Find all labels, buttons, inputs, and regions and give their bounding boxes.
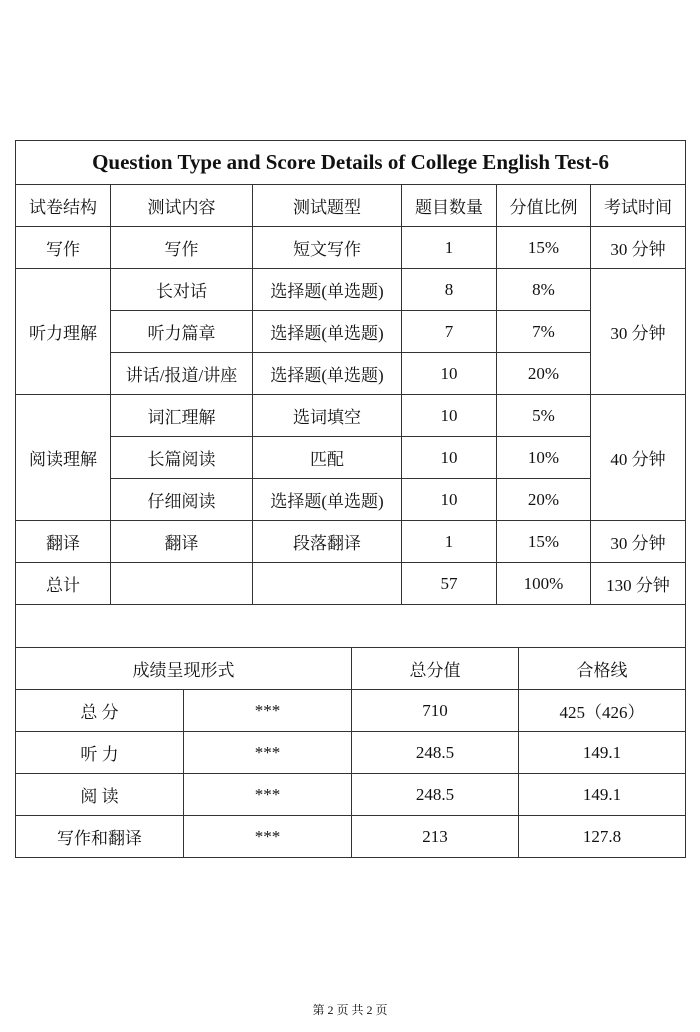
table-row xyxy=(16,395,686,437)
score-row xyxy=(16,774,686,816)
ratio-cell: 15% xyxy=(497,227,591,269)
score-label: 写作和翻译 xyxy=(16,816,184,858)
count-cell: 10 xyxy=(402,479,497,521)
score-label: 总 分 xyxy=(16,690,184,732)
ratio-cell: 7% xyxy=(497,311,591,353)
ratio-cell: 15% xyxy=(497,521,591,563)
count-cell: 1 xyxy=(402,227,497,269)
count-cell: 8 xyxy=(402,269,497,311)
table-row xyxy=(16,437,686,479)
content-cell: 写作 xyxy=(111,227,253,269)
score-mark: *** xyxy=(184,690,352,732)
score-row xyxy=(16,690,686,732)
table-row xyxy=(16,479,686,521)
page-number: 第 2 页 共 2 页 xyxy=(312,1003,388,1017)
ratio-cell: 20% xyxy=(497,479,591,521)
header-cell: 合格线 xyxy=(519,648,686,690)
content-cell: 听力篇章 xyxy=(111,311,253,353)
pass-line: 149.1 xyxy=(519,774,686,816)
content-cell: 仔细阅读 xyxy=(111,479,253,521)
time-cell: 30 分钟 xyxy=(591,269,686,395)
score-row xyxy=(16,732,686,774)
section-label: 听力理解 xyxy=(16,269,111,395)
header-cell: 试卷结构 xyxy=(16,185,111,227)
time-cell: 40 分钟 xyxy=(591,395,686,521)
type-cell xyxy=(253,563,402,605)
header-row xyxy=(16,185,686,227)
time-cell: 130 分钟 xyxy=(591,563,686,605)
table-row xyxy=(16,521,686,563)
ratio-cell: 5% xyxy=(497,395,591,437)
count-cell: 57 xyxy=(402,563,497,605)
score-total: 248.5 xyxy=(352,774,519,816)
total-row xyxy=(16,563,686,605)
content-cell: 长篇阅读 xyxy=(111,437,253,479)
ratio-cell: 10% xyxy=(497,437,591,479)
table-row xyxy=(16,353,686,395)
score-label: 听 力 xyxy=(16,732,184,774)
header-cell: 题目数量 xyxy=(402,185,497,227)
section-label: 翻译 xyxy=(16,521,111,563)
type-cell: 选择题(单选题) xyxy=(253,479,402,521)
count-cell: 7 xyxy=(402,311,497,353)
score-row xyxy=(16,816,686,858)
section-label: 写作 xyxy=(16,227,111,269)
ratio-cell: 100% xyxy=(497,563,591,605)
header-cell: 测试内容 xyxy=(111,185,253,227)
ratio-cell: 20% xyxy=(497,353,591,395)
score-label: 阅 读 xyxy=(16,774,184,816)
count-cell: 10 xyxy=(402,353,497,395)
header-cell: 总分值 xyxy=(352,648,519,690)
count-cell: 1 xyxy=(402,521,497,563)
score-sheet xyxy=(15,140,685,858)
spacer-row xyxy=(16,605,686,648)
score-mark: *** xyxy=(184,732,352,774)
content-cell: 词汇理解 xyxy=(111,395,253,437)
section-label: 总计 xyxy=(16,563,111,605)
score-mark: *** xyxy=(184,774,352,816)
score-total: 248.5 xyxy=(352,732,519,774)
type-cell: 选择题(单选题) xyxy=(253,353,402,395)
count-cell: 10 xyxy=(402,437,497,479)
score-table xyxy=(15,647,686,858)
content-cell: 长对话 xyxy=(111,269,253,311)
score-total: 710 xyxy=(352,690,519,732)
header-cell: 测试题型 xyxy=(253,185,402,227)
title-row xyxy=(16,141,686,185)
pass-line: 149.1 xyxy=(519,732,686,774)
empty-cell xyxy=(16,605,686,648)
header-cell: 考试时间 xyxy=(591,185,686,227)
content-cell: 讲话/报道/讲座 xyxy=(111,353,253,395)
content-cell: 翻译 xyxy=(111,521,253,563)
type-cell: 选择题(单选题) xyxy=(253,311,402,353)
type-cell: 短文写作 xyxy=(253,227,402,269)
score-mark: *** xyxy=(184,816,352,858)
question-type-table xyxy=(15,140,686,648)
header-cell: 分值比例 xyxy=(497,185,591,227)
pass-line: 425（426） xyxy=(519,690,686,732)
content-cell xyxy=(111,563,253,605)
score-total: 213 xyxy=(352,816,519,858)
score-header-row xyxy=(16,648,686,690)
header-cell: 成绩呈现形式 xyxy=(16,648,352,690)
time-cell: 30 分钟 xyxy=(591,521,686,563)
type-cell: 段落翻译 xyxy=(253,521,402,563)
time-cell: 30 分钟 xyxy=(591,227,686,269)
count-cell: 10 xyxy=(402,395,497,437)
ratio-cell: 8% xyxy=(497,269,591,311)
pass-line: 127.8 xyxy=(519,816,686,858)
table-row xyxy=(16,269,686,311)
type-cell: 选词填空 xyxy=(253,395,402,437)
table-row xyxy=(16,311,686,353)
table-title: Question Type and Score Details of College English Test-6 xyxy=(16,141,686,185)
table-row xyxy=(16,227,686,269)
type-cell: 选择题(单选题) xyxy=(253,269,402,311)
type-cell: 匹配 xyxy=(253,437,402,479)
section-label: 阅读理解 xyxy=(16,395,111,521)
